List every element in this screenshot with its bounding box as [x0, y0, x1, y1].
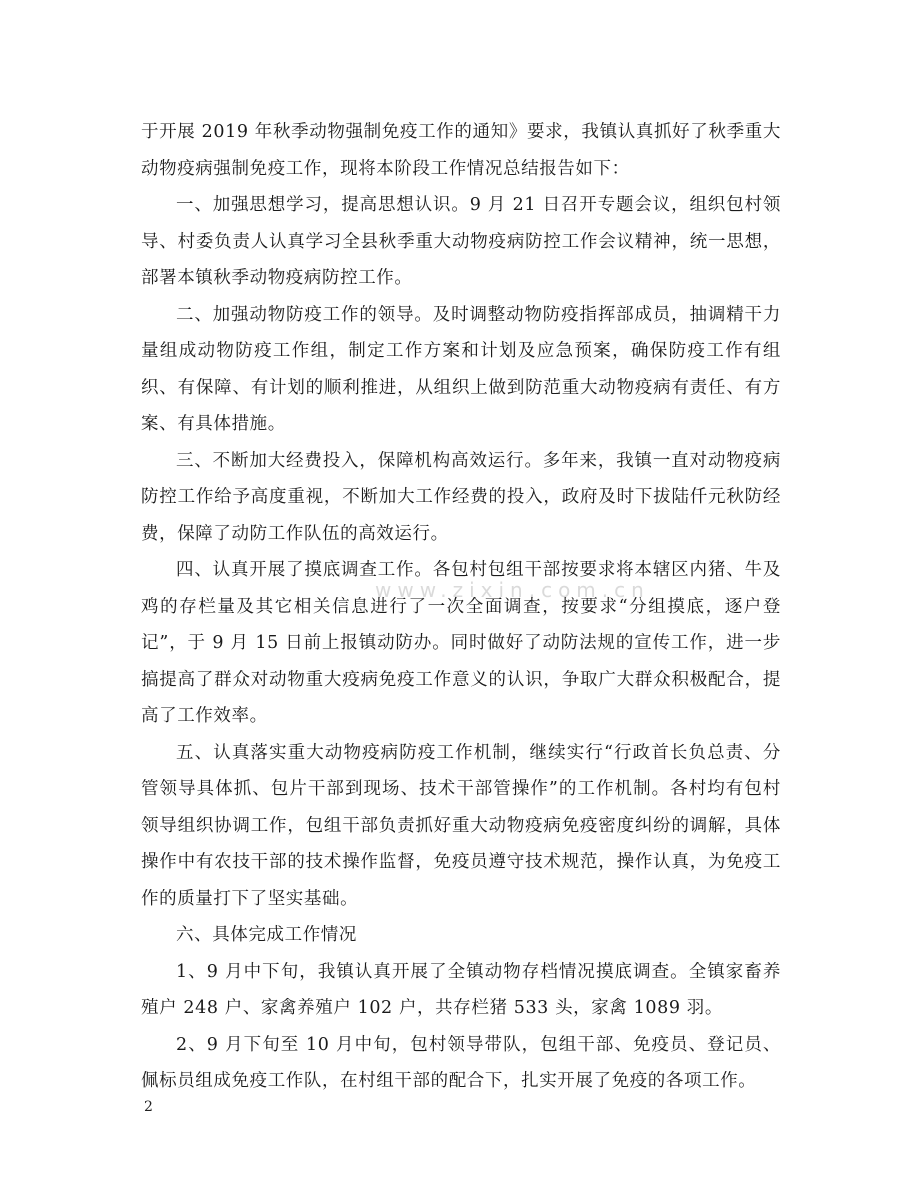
watermark: www.zixin.com.cn	[375, 578, 650, 602]
paragraph-section-4: 四、认真开展了摸底调查工作。各包村包组干部按要求将本辖区内猪、牛及鸡的存栏量及其它相关信息进行了一次全面调查，按要求“分组摸底，逐户登记”，于 9 月 15 日前上报镇动防办。同时做好了动防法规的宣传工作，进一步搞提高了群众对动物重大疫病免疫工作意义的认识，争取广大群众积极配合，提高了工作效率。	[141, 560, 781, 726]
page-number: 2	[144, 1099, 153, 1115]
paragraph-section-5: 五、认真落实重大动物疫病防疫工作机制，继续实行“行政首长负总责、分管领导具体抓、包片干部到现场、技术干部管操作”的工作机制。各村均有包村领导组织协调工作，包组干部负责抓好重大动物疫病免疫密度纠纷的调解，具体操作中有农技干部的技术操作监督，免疫员遵守技术规范，操作认真，为免疫工作的质量打下了坚实基础。	[141, 742, 781, 909]
paragraph-section-2: 二、加强动物防疫工作的领导。及时调整动物防疫指挥部成员，抽调精干力量组成动物防疫工作组，制定工作方案和计划及应急预案，确保防疫工作有组织、有保障、有计划的顺利推进，从组织上做到防范重大动物疫病有责任、有方案、有具体措施。	[141, 304, 781, 434]
paragraph-section-6-heading: 六、具体完成工作情况	[176, 925, 357, 945]
paragraph-section-1: 一、加强思想学习，提高思想认识。9 月 21 日召开专题会议，组织包村领导、村委负责人认真学习全县秋季重大动物疫病防控工作会议精神，统一思想，部署本镇秋季动物疫病防控工作。	[141, 195, 781, 288]
paragraph-item-2: 2、9 月下旬至 10 月中旬，包村领导带队，包组干部、免疫员、登记员、佩标员组成免疫工作队，在村组干部的配合下，扎实开展了免疫的各项工作。	[141, 1034, 781, 1091]
paragraph-intro: 于开展 2019 年秋季动物强制免疫工作的通知》要求，我镇认真抓好了秋季重大动物疫病强制免疫工作，现将本阶段工作情况总结报告如下：	[141, 122, 781, 179]
paragraph-section-3: 三、不断加大经费投入，保障机构高效运行。多年来，我镇一直对动物疫病防控工作给予高度重视，不断加大工作经费的投入，政府及时下拔陆仟元秋防经费，保障了动防工作队伍的高效运行。	[141, 450, 781, 544]
paragraph-item-1: 1、9 月中下旬，我镇认真开展了全镇动物存档情况摸底调查。全镇家畜养殖户 248 户、家禽养殖户 102 户，共存栏猪 533 头，家禽 1089 羽。	[141, 961, 781, 1018]
document-body	[141, 114, 781, 1100]
